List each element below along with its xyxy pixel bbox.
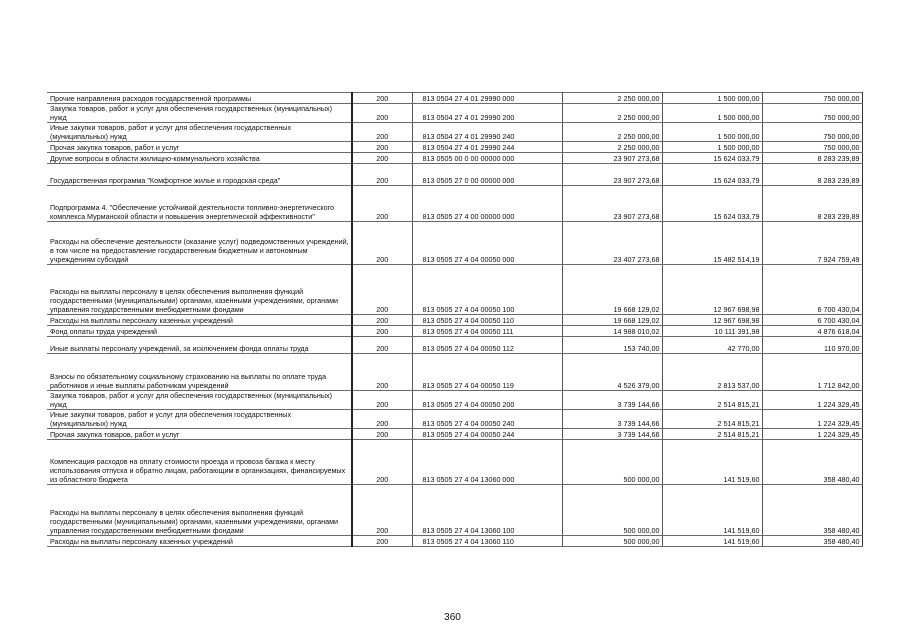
row-unexecuted: 1 712 842,00 [762,354,862,391]
row-unexecuted: 750 000,00 [762,142,862,153]
row-executed: 1 500 000,00 [662,123,762,142]
row-unexecuted: 358 480,40 [762,536,862,547]
row-executed: 10 111 391,98 [662,326,762,337]
row-kbk: 813 0504 27 4 01 29990 240 [412,123,562,142]
row-approved: 23 907 273,68 [562,186,662,222]
row-name: Иные закупки товаров, работ и услуг для обеспечения государственных (муниципальных) нужд [47,123,352,142]
row-approved: 3 739 144,66 [562,391,662,410]
row-name: Компенсация расходов на оплату стоимости проезда и провоза багажа к месту использования отпуска и обратно лицам, работающим в организациях, финансируемых из областного бюджета [47,440,352,485]
row-kbk: 813 0505 27 4 00 00000 000 [412,186,562,222]
row-name: Другие вопросы в области жилищно-коммунального хозяйства [47,153,352,164]
page-number: 360 [444,612,461,623]
row-code: 200 [352,93,412,104]
row-code: 200 [352,337,412,354]
row-executed: 2 813 537,00 [662,354,762,391]
row-approved: 2 250 000,00 [562,123,662,142]
table-row [47,391,862,410]
row-name: Закупка товаров, работ и услуг для обеспечения государственных (муниципальных) нужд [47,104,352,123]
row-executed: 12 967 698,98 [662,265,762,315]
row-kbk: 813 0505 27 4 04 00050 111 [412,326,562,337]
row-code: 200 [352,265,412,315]
table-row [47,429,862,440]
row-code: 200 [352,123,412,142]
row-code: 200 [352,536,412,547]
row-code: 200 [352,410,412,429]
row-approved: 14 988 010,02 [562,326,662,337]
row-unexecuted: 358 480,40 [762,485,862,536]
row-name: Иные закупки товаров, работ и услуг для обеспечения государственных (муниципальных) нужд [47,410,352,429]
row-approved: 23 907 273,68 [562,164,662,186]
row-executed: 12 967 698,98 [662,315,762,326]
table-row [47,142,862,153]
row-executed: 15 624 033,79 [662,153,762,164]
row-kbk: 813 0505 27 0 00 00000 000 [412,164,562,186]
row-approved: 2 250 000,00 [562,104,662,123]
row-kbk: 813 0504 27 4 01 29990 244 [412,142,562,153]
row-unexecuted: 750 000,00 [762,123,862,142]
row-kbk: 813 0505 27 4 04 00050 112 [412,337,562,354]
row-name: Прочая закупка товаров, работ и услуг [47,142,352,153]
row-approved: 23 407 273,68 [562,222,662,265]
row-code: 200 [352,164,412,186]
table-row [47,265,862,315]
row-code: 200 [352,222,412,265]
row-code: 200 [352,153,412,164]
row-approved: 23 907 273,68 [562,153,662,164]
budget-table [47,92,863,547]
row-kbk: 813 0505 27 4 04 00050 244 [412,429,562,440]
row-kbk: 813 0505 27 4 04 00050 100 [412,265,562,315]
row-code: 200 [352,326,412,337]
table-row [47,326,862,337]
row-unexecuted: 1 224 329,45 [762,429,862,440]
table-row [47,410,862,429]
row-kbk: 813 0505 27 4 04 13060 110 [412,536,562,547]
row-approved: 2 250 000,00 [562,93,662,104]
row-name: Расходы на выплаты персоналу казенных учреждений [47,315,352,326]
row-kbk: 813 0505 27 4 04 13060 000 [412,440,562,485]
row-name: Прочая закупка товаров, работ и услуг [47,429,352,440]
row-unexecuted: 8 283 239,89 [762,153,862,164]
table-row [47,164,862,186]
row-executed: 2 514 815,21 [662,391,762,410]
row-code: 200 [352,391,412,410]
row-executed: 141 519,60 [662,536,762,547]
row-executed: 15 624 033,79 [662,164,762,186]
table-row [47,354,862,391]
row-executed: 141 519,60 [662,485,762,536]
row-unexecuted: 1 224 329,45 [762,391,862,410]
row-kbk: 813 0504 27 4 01 29990 000 [412,93,562,104]
row-approved: 4 526 379,00 [562,354,662,391]
row-code: 200 [352,186,412,222]
row-kbk: 813 0505 27 4 04 00050 110 [412,315,562,326]
row-approved: 500 000,00 [562,536,662,547]
row-code: 200 [352,429,412,440]
row-executed: 1 500 000,00 [662,142,762,153]
row-kbk: 813 0505 27 4 04 00050 200 [412,391,562,410]
row-unexecuted: 358 480,40 [762,440,862,485]
row-name: Подпрограмма 4. "Обеспечение устойчивой деятельности топливно-энергетического комплекса Мурманской области и повышения энергетической эффективности" [47,186,352,222]
row-executed: 2 514 815,21 [662,410,762,429]
row-approved: 3 739 144,66 [562,410,662,429]
row-approved: 3 739 144,66 [562,429,662,440]
row-name: Фонд оплаты труда учреждений [47,326,352,337]
row-code: 200 [352,315,412,326]
table-row [47,337,862,354]
table-row [47,315,862,326]
row-code: 200 [352,104,412,123]
row-executed: 1 500 000,00 [662,104,762,123]
row-approved: 500 000,00 [562,485,662,536]
row-executed: 141 519,60 [662,440,762,485]
row-unexecuted: 110 970,00 [762,337,862,354]
row-unexecuted: 8 283 239,89 [762,186,862,222]
row-code: 200 [352,354,412,391]
row-executed: 15 482 514,19 [662,222,762,265]
row-name: Расходы на выплаты персоналу в целях обеспечения выполнения функций государственными (муниципальными) органами, казенными учреждениями, органами управления государственными внебюджетными фондами [47,265,352,315]
row-approved: 19 668 129,02 [562,265,662,315]
table-row [47,93,862,104]
row-unexecuted: 7 924 759,49 [762,222,862,265]
row-kbk: 813 0505 27 4 04 00050 240 [412,410,562,429]
row-approved: 2 250 000,00 [562,142,662,153]
row-unexecuted: 1 224 329,45 [762,410,862,429]
row-kbk: 813 0505 27 4 04 00050 119 [412,354,562,391]
row-name: Закупка товаров, работ и услуг для обеспечения государственных (муниципальных) нужд [47,391,352,410]
row-unexecuted: 8 283 239,89 [762,164,862,186]
row-name: Взносы по обязательному социальному страхованию на выплаты по оплате труда работников и иные выплаты работникам учреждений [47,354,352,391]
row-approved: 19 668 129,02 [562,315,662,326]
row-code: 200 [352,485,412,536]
table-row [47,485,862,536]
budget-table-body [47,93,862,547]
table-row [47,222,862,265]
row-kbk: 813 0505 27 4 04 00050 000 [412,222,562,265]
table-row [47,123,862,142]
row-executed: 1 500 000,00 [662,93,762,104]
table-row [47,536,862,547]
table-row [47,440,862,485]
row-kbk: 813 0505 27 4 04 13060 100 [412,485,562,536]
table-row [47,104,862,123]
table-row [47,186,862,222]
row-name: Расходы на выплаты персоналу казенных учреждений [47,536,352,547]
row-name: Иные выплаты персоналу учреждений, за исключением фонда оплаты труда [47,337,352,354]
row-name: Расходы на выплаты персоналу в целях обеспечения выполнения функций государственными (муниципальными) органами, казенными учреждениями, органами управления государственными внебюджетными фондами [47,485,352,536]
row-executed: 15 624 033,79 [662,186,762,222]
row-unexecuted: 750 000,00 [762,93,862,104]
row-code: 200 [352,142,412,153]
row-unexecuted: 6 700 430,04 [762,315,862,326]
row-executed: 2 514 815,21 [662,429,762,440]
row-unexecuted: 6 700 430,04 [762,265,862,315]
row-name: Расходы на обеспечение деятельности (оказание услуг) подведомственных учреждений, в том числе на предоставление государственным бюджетным и автономным учреждениям субсидий [47,222,352,265]
row-unexecuted: 750 000,00 [762,104,862,123]
row-code: 200 [352,440,412,485]
row-name: Прочие направления расходов государственной программы [47,93,352,104]
row-approved: 500 000,00 [562,440,662,485]
table-row [47,153,862,164]
row-kbk: 813 0504 27 4 01 29990 200 [412,104,562,123]
row-kbk: 813 0505 00 0 00 00000 000 [412,153,562,164]
row-name: Государственная программа "Комфортное жилье и городская среда" [47,164,352,186]
row-unexecuted: 4 876 618,04 [762,326,862,337]
row-approved: 153 740,00 [562,337,662,354]
row-executed: 42 770,00 [662,337,762,354]
